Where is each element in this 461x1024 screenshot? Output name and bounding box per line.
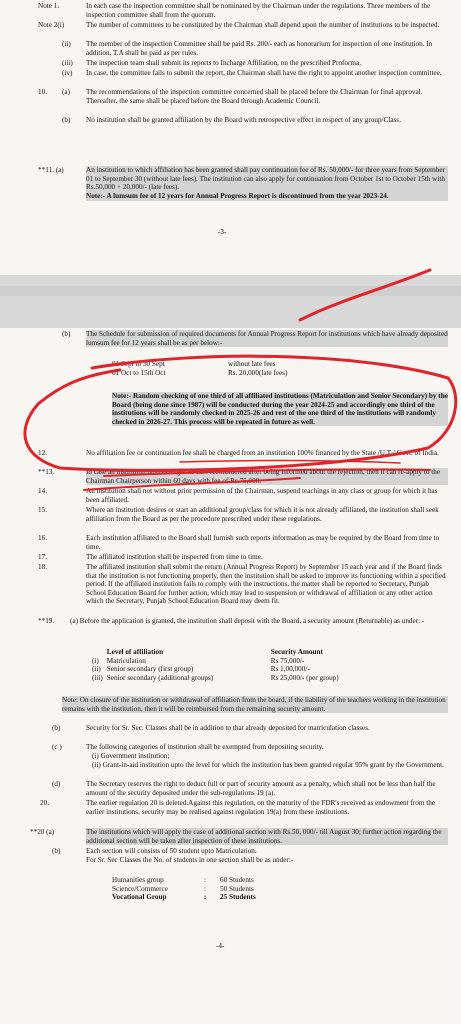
rule-sub-number: (b) — [62, 116, 71, 124]
rule-number: **20 (a) — [30, 828, 55, 836]
rule-sub-text: (ii) Grant-in-aid institution upto the level for which the institution has been granted regular 95% grant by the Government. — [92, 761, 444, 769]
rule-text: Where an institution desires or start an additional group/class for which it is not already affiliated, the institution shall seek affiliation from the Board as per the procedure prescribed under these regulations. — [86, 506, 439, 523]
closure-note: Note: On closure of the institution or withdrawal of affiliation from the board, if the liability of the teachers working in the institution remains with the institution, then it will be reimbursed from the remaining security amount. — [62, 696, 448, 713]
rule-sub-number: (a) — [62, 88, 70, 96]
rule-number: Note 2(i) — [38, 21, 65, 29]
document-page-3 — [0, 0, 461, 275]
rule-number: 14. — [38, 487, 47, 495]
security-amount-table — [92, 648, 343, 682]
page-number: -3- — [218, 228, 227, 236]
rule-text: The Secretary reserves the right to deduct full or part of security amount as a penalty, which shall not be less than half the amount of the security deposited under the sub-regulations 19 (a). — [86, 780, 436, 797]
rule-number: 20. — [40, 799, 49, 807]
schedule-fee: without late fees — [228, 360, 276, 368]
rule-number: (c ) — [52, 743, 62, 751]
rule-number: **19. — [38, 617, 55, 625]
rule-text: No institution shall be granted affiliation by the Board with retrospective effect in respect of any group/Class. — [86, 116, 401, 124]
rule-text: No affiliation fee or continuation fee shall be charged from an institution 100% financed by the State /U.T / Govt. of India. — [86, 449, 439, 457]
rule-number: (d) — [52, 780, 61, 788]
schedule-period: 01 Sept to 30 Sept — [112, 360, 165, 368]
rule-text: The affiliated institution shall submit the return (Annual Progress Report) by September 15 each year and if the Board finds that the institution is not functioning properly, then the institution shall be asked to improve its functioning within a specified period. If the affiliated institution fails to comply with the instructions, the matter shall be reported to Secretary, Punjab School Education Board for further action, which may lead to suspension or withdrawal of affiliation or any other action which the Secretary, Punjab School Education Board may deem fit. — [86, 563, 446, 606]
page-gap — [0, 286, 461, 296]
schedule-period: 01 Oct to 15th Oct — [112, 369, 166, 377]
rule-text: (a) Before the application is granted, the institution shall deposit with the Board, a security amount (Returnable) as under: - — [70, 617, 425, 625]
random-checking-note: Note:- Random checking of one third of all affiliated institutions (Matriculation and Senior Secondary) by the Board (being done since 1987) will be conducted during the year 2024-25 and accordingly one third of the institutions will be randomly checked in 2025-26 and rest of the one third of the institutions will randomly checked in 2026-27. This process will be repeated in future as well. — [112, 392, 448, 426]
rule-text: The institutions which will apply the case of additional section with Rs.50, 000/- till August 30; further action regarding the additional section will be taken after inspection of these institutions. — [86, 828, 448, 845]
rule-text: The Schedule for submission of required documents for Annual Progress Report for institutions which have already deposited lumsum fee for 12 years shall be as per below:- — [86, 330, 448, 347]
rule-number: 10. — [38, 88, 47, 96]
rule-text: The affiliated institution shall be inspected from time to time. — [86, 553, 263, 561]
rule-sub-number: (iii) — [62, 59, 73, 67]
rule-text: The inspection team shall submit its reports to Incharge Affiliation, on the prescribed Proforma. — [86, 59, 361, 67]
rule-text: In case an institution desires to get its case reconsidered after being informed about the rejection, then it can re-apply to the Chairman Chairperson within 60 days with fee of Rs.75,000. — [86, 468, 448, 485]
rule-text: The earlier regulation 20 is deleted.Against this regulation, on the maturity of the FDR's received as endowment from the earlier institutions, security may be realised against regulation 19(a) from these institutions. — [86, 799, 435, 816]
rule-number: (b) — [52, 847, 61, 855]
table-row: (i) Matriculation Rs 75,000/- — [92, 656, 305, 665]
rule-text: In case, the committee fails to submit the report, the Chairman shall have the right to appoint another inspection committee. — [86, 69, 442, 77]
rule-sub-text: (i) Government institution; — [92, 752, 170, 760]
table-row: Humanities group : 60 Students — [112, 876, 254, 884]
rule-text: The recommendations of the inspection committee concerned shall be placed before the Chairman for final approval. Thereafter, the same shall be placed before the Board through Academic Council. — [86, 88, 423, 105]
rule-text: An institution to which affiliation has been granted shall pay continuation fee of Rs. 50,000/- for three years from September 01 to September 30 (without late fees). The institution can also apply for continuation from October 1st to October 15th with Rs.50,000 + 20,000/- (late fees). — [86, 166, 448, 192]
rule-number: 15. — [38, 506, 47, 514]
rule-text: Each institution affiliated to the Board shall furnish such reports information as may be required by the Board from time to time. — [86, 534, 440, 551]
page-number: -4- — [216, 942, 225, 950]
rule-number: 18. — [38, 563, 47, 571]
table-row: (iii) Senior secondary (additional groups) Rs 25,000/- (per group) — [92, 673, 339, 682]
rule-number: 16. — [38, 534, 47, 542]
rule-sub-number: (b) — [62, 330, 71, 338]
schedule-fee: Rs. 20,000(late fees) — [228, 369, 288, 377]
rule-number: **11. (a) — [38, 166, 64, 174]
rule-number: 12. — [38, 449, 47, 457]
rule-text: Security for Sr. Sec. Classes shall be in addition to that already deposited for matriculation classes. — [86, 724, 370, 732]
rule-text: For Sr. Sec Classes the No. of students in one section shall be as under:- — [86, 856, 294, 864]
table-row: (ii) Senior secondary (first group) Rs 1,00,000/- — [92, 665, 310, 674]
document-page-4 — [0, 328, 461, 1024]
table-header-amount: Security Amount — [270, 648, 323, 656]
table-header-level: Level of affiliation — [106, 648, 164, 656]
lumsum-fee-note: Note:- A lumsum fee of 12 years for Annual Progress Report is discontinued from the year 2023-24. — [86, 192, 448, 201]
rule-text: Each section will consists of 50 student upto Matriculation. — [86, 847, 257, 855]
rule-text: The member of the inspection Committee shall be paid Rs. 200/- each as honorarium for inspection of one institution. In addition, T.A shall be paid as per rules. — [86, 40, 433, 57]
rule-sub-number: (iv) — [62, 69, 73, 77]
rule-number: **13. — [38, 468, 55, 476]
rule-number: (b) — [52, 724, 61, 732]
rule-text: The number of committees to be constituted by the Chairman shall depend upon the number of institutions to be inspected. — [86, 21, 440, 29]
table-row: Science/Commerce : 50 Students — [112, 884, 254, 893]
rule-text: In each case the inspection committee shall be nominated by the Chairman under the regulations. Three members of the inspection committee shall from the quorum. — [86, 2, 431, 19]
section-strength-table — [112, 876, 260, 902]
table-row: Vocational Group : 25 Students — [112, 893, 256, 902]
rule-sub-number: (ii) — [62, 40, 71, 48]
rule-number: 17. — [38, 553, 47, 561]
rule-number: Note 1. — [38, 2, 60, 10]
rule-text: The following categories of institution shall be exempted from depositing security. — [86, 743, 324, 751]
rule-text: An institution shall not without prior permission of the Chairman, suspend teachings in any class or group for which it has been affiliated. — [86, 487, 438, 504]
